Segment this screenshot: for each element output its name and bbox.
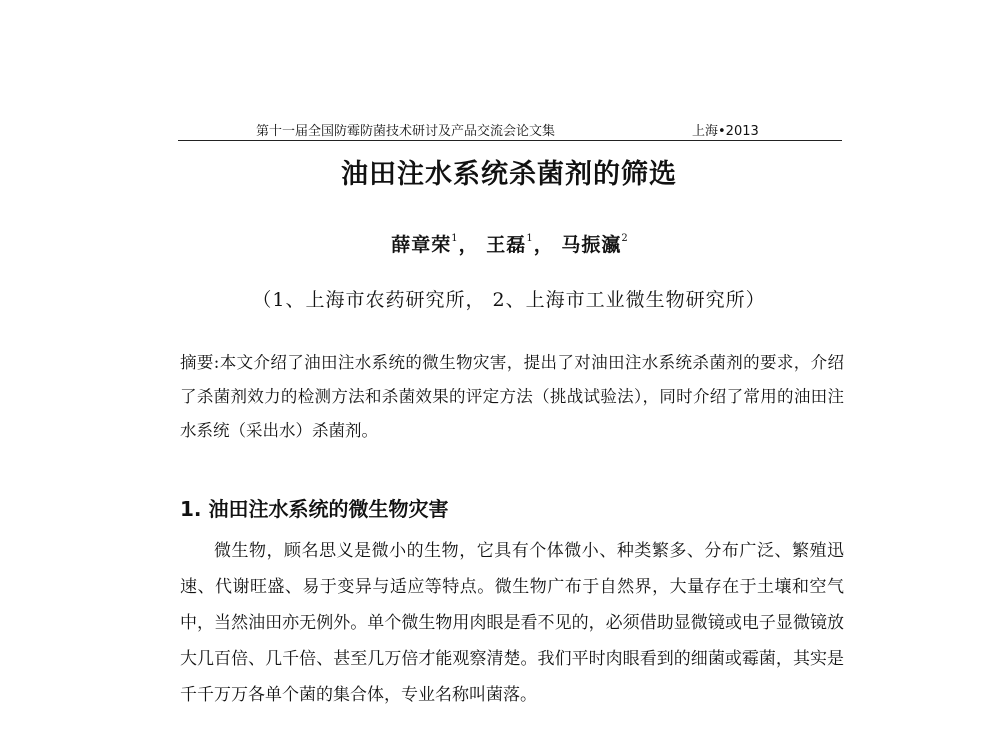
abstract-label: 摘要: bbox=[180, 353, 220, 372]
author-list bbox=[0, 230, 1000, 257]
author-name: 王磊 bbox=[486, 234, 527, 256]
author-name: 马振瀛 bbox=[561, 234, 622, 256]
author-separator: ， bbox=[533, 234, 554, 256]
body-paragraph: 微生物，顾名思义是微小的生物，它具有个体微小、种类繁多、分布广泛、繁殖迅速、代谢旺盛、易于变异与适应等特点。微生物广布于自然界，大量存在于土壤和空气中，当然油田亦无例外。单个微生物用肉眼是看不见的，必须借助显微镜或电子显微镜放大几百倍、几千倍、甚至几万倍才能观察清楚。我们平时肉眼看到的细菌或霉菌，其实是千千万万各单个菌的集合体，专业名称叫菌落。 bbox=[180, 541, 844, 705]
abstract-text: 本文介绍了油田注水系统的微生物灾害，提出了对油田注水系统杀菌剂的要求，介绍了杀菌剂效力的检测方法和杀菌效果的评定方法（挑战试验法），同时介绍了常用的油田注水系统（采出水）杀菌剂。 bbox=[180, 353, 844, 440]
abstract bbox=[180, 346, 844, 448]
section-heading: 1. 油田注水系统的微生物灾害 bbox=[180, 497, 449, 521]
conference-name: 第十一届全国防霉防菌技术研讨及产品交流会论文集 bbox=[256, 124, 556, 139]
author-affiliation-mark: 1 bbox=[526, 233, 534, 244]
author-name: 薛章荣 bbox=[391, 234, 452, 256]
paper-title: 油田注水系统杀菌剂的筛选 bbox=[341, 159, 677, 190]
author-affiliation-mark: 2 bbox=[621, 233, 629, 244]
running-header bbox=[178, 112, 842, 141]
place-year: 上海•2013 bbox=[692, 124, 759, 139]
author-separator: ， bbox=[458, 234, 479, 256]
affiliations: （1、上海市农药研究所， 2、上海市工业微生物研究所） bbox=[252, 289, 766, 311]
author-affiliation-mark: 1 bbox=[451, 233, 459, 244]
